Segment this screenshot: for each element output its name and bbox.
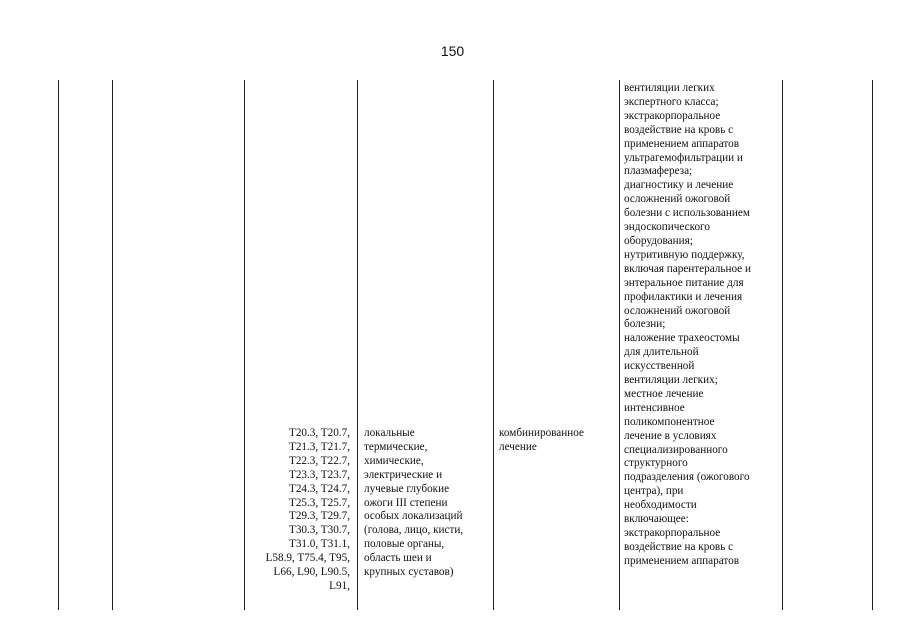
condition-cell: локальные термические, химические, электрические и лучевые глубокие ожоги III степени особых локализаций (голова, лицо, кисти, половые органы, область шеи и крупных суставов) — [364, 427, 464, 579]
column-divider — [782, 80, 783, 610]
page-number: 150 — [440, 43, 465, 59]
treatment-method-cell: вентиляции легких экспертного класса; экстракорпоральное воздействие на кровь с применением аппаратов ультрагемофильтрации и плазмафереза; диагностику и лечение осложнений ожоговой болезни с использованием эндоскопического оборудования; нутритивную поддержку, включая парентеральное и энтеральное питание для профилактики и лечения осложнений ожоговой болезни; наложение трахеостомы для длительной искусственной вентиляции легких; местное лечение интенсивное поликомпонентное лечение в условиях специализированного структурного подразделения (ожогового центра), при необходимости включающее: экстракорпоральное воздействие на кровь с применением аппаратов — [624, 82, 751, 567]
column-divider — [872, 80, 873, 610]
column-divider — [112, 80, 113, 610]
column-divider — [244, 80, 245, 610]
treatment-type-cell: комбинированное лечение — [499, 427, 584, 453]
icd-codes-cell: T20.3, T20.7, T21.3, T21.7, T22.3, T22.7, T23.3, T23.7, T24.3, T24.7, T25.3, T25.7, T29.3, T29.7, T30.3, T30.7, T31.0, T31.1, L58.9, T75.4, T95, L66, L90, L90.5, L91, — [265, 427, 350, 592]
column-divider — [619, 80, 620, 610]
column-divider — [493, 80, 494, 610]
column-divider — [357, 80, 358, 610]
column-divider — [58, 80, 59, 610]
